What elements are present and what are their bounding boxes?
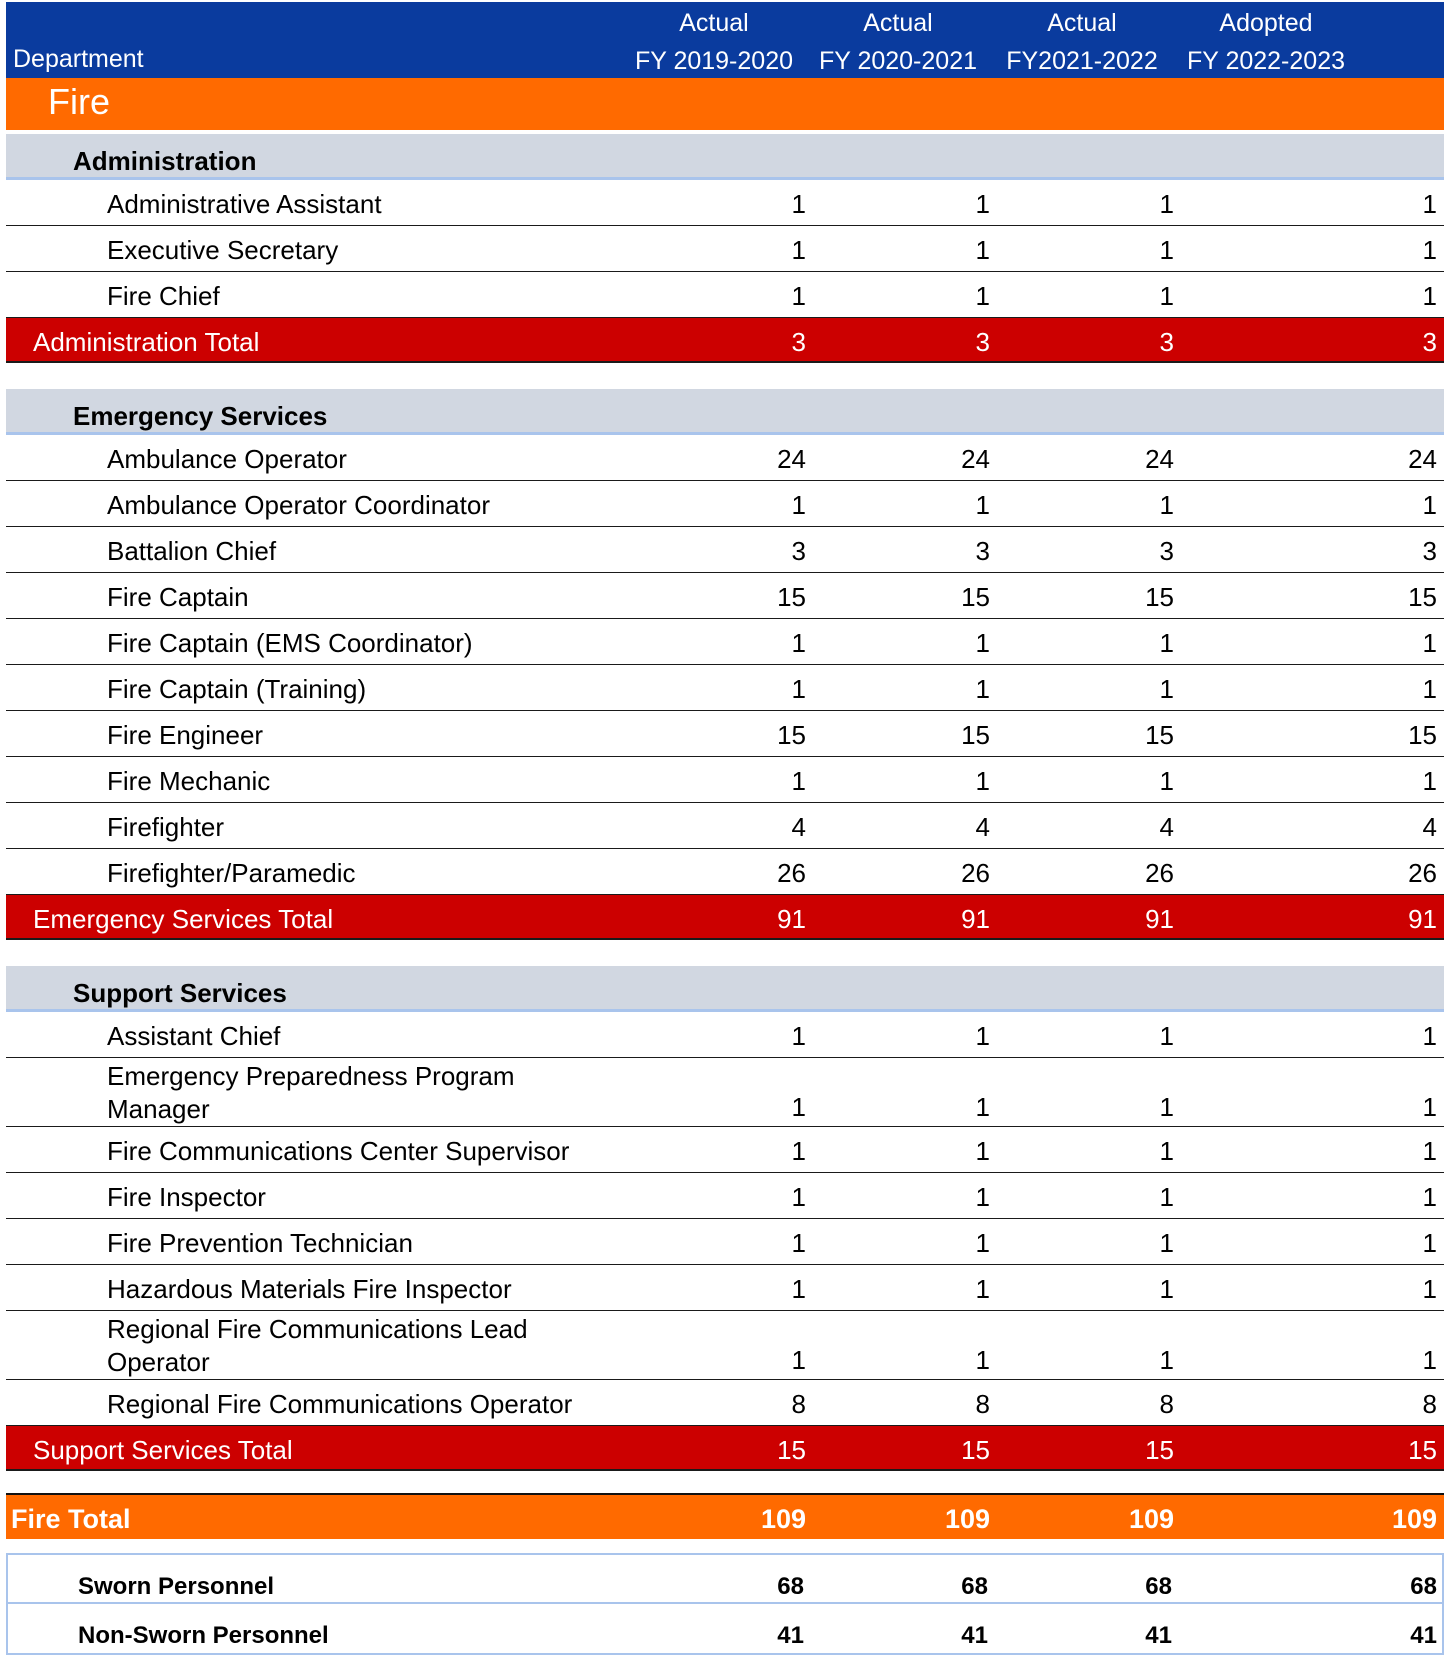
position-count: 1 [1159, 490, 1174, 520]
position-count: 1 [791, 766, 806, 796]
section-total-value: 91 [961, 904, 990, 934]
personnel-value: 68 [961, 1573, 988, 1600]
position-count: 24 [777, 444, 806, 474]
section-total-value: 91 [777, 904, 806, 934]
fire-total-value: 109 [944, 1504, 990, 1534]
position-count: 3 [1159, 536, 1174, 566]
position-count: 1 [791, 1274, 806, 1304]
section-total-value: 91 [1408, 904, 1437, 934]
position-count: 1 [1159, 1182, 1174, 1212]
position-count: 1 [1159, 281, 1174, 311]
non-sworn-personnel-row [8, 1604, 1442, 1653]
table-row [6, 1219, 1444, 1265]
position-title: Hazardous Materials Fire Inspector [107, 1274, 512, 1304]
table-row [6, 180, 1444, 226]
sections-container [6, 130, 1444, 1471]
personnel-value: 41 [961, 1622, 988, 1649]
table-row [6, 272, 1444, 318]
position-count: 15 [961, 582, 990, 612]
table-row [6, 1058, 1444, 1127]
position-count: 24 [1408, 444, 1437, 474]
fire-total-value: 109 [1391, 1504, 1437, 1534]
position-count: 4 [1159, 812, 1174, 842]
position-count: 1 [975, 1136, 990, 1166]
position-count: 8 [791, 1389, 806, 1419]
position-count: 1 [791, 189, 806, 219]
table-row [6, 803, 1444, 849]
section-total-label: Emergency Services Total [33, 904, 334, 934]
position-title: Fire Prevention Technician [107, 1228, 413, 1258]
department-name: Fire [48, 81, 110, 122]
personnel-value: 41 [777, 1622, 804, 1649]
position-count: 26 [1408, 858, 1437, 888]
position-title: Fire Captain (Training) [107, 674, 367, 704]
position-count: 1 [791, 1092, 806, 1122]
section-header [6, 962, 1444, 1012]
position-title: Fire Chief [107, 281, 220, 311]
position-count: 1 [1159, 1092, 1174, 1122]
position-title: Fire Mechanic [107, 766, 271, 796]
personnel-label: Sworn Personnel [78, 1573, 275, 1600]
position-count: 1 [1422, 1092, 1437, 1122]
personnel-value: 41 [1145, 1622, 1172, 1649]
section-total-label: Administration Total [33, 327, 260, 357]
position-count: 1 [1159, 1345, 1174, 1375]
table-row [6, 1127, 1444, 1173]
table-row [6, 527, 1444, 573]
position-title: Firefighter [107, 812, 225, 842]
position-count: 1 [1159, 674, 1174, 704]
position-count: 1 [975, 235, 990, 265]
personnel-value: 68 [1410, 1573, 1437, 1600]
position-count: 1 [791, 1345, 806, 1375]
table-row [6, 1311, 1444, 1380]
position-title: Firefighter/Paramedic [107, 858, 356, 888]
position-count: 1 [1422, 1228, 1437, 1258]
personnel-value: 68 [1145, 1573, 1172, 1600]
position-count: 8 [975, 1389, 990, 1419]
position-count: 1 [1422, 766, 1437, 796]
sworn-personnel-row [8, 1555, 1442, 1604]
position-count: 15 [777, 582, 806, 612]
position-count: 1 [1422, 490, 1437, 520]
position-title: Executive Secretary [107, 235, 339, 265]
fire-total-label: Fire Total [11, 1504, 131, 1534]
column-header-fy2021-2022: Actual FY2021-2022 [1006, 9, 1158, 75]
position-count: 1 [1159, 189, 1174, 219]
position-count: 1 [1422, 1182, 1437, 1212]
position-count: 26 [961, 858, 990, 888]
section-header [6, 385, 1444, 435]
table-header [6, 2, 1444, 78]
position-count: 3 [1422, 536, 1437, 566]
table-row [6, 1265, 1444, 1311]
position-count: 1 [1422, 281, 1437, 311]
table-row [6, 757, 1444, 803]
position-count: 1 [1159, 1274, 1174, 1304]
position-title: Ambulance Operator [107, 444, 347, 474]
position-title: Ambulance Operator Coordinator [107, 490, 490, 520]
position-title: Battalion Chief [107, 536, 277, 566]
position-count: 1 [1159, 628, 1174, 658]
position-count: 1 [1422, 1136, 1437, 1166]
position-count: 1 [791, 1136, 806, 1166]
section-total-label: Support Services Total [33, 1435, 293, 1465]
section-name: Support Services [73, 978, 287, 1008]
position-title: Administrative Assistant [107, 189, 382, 219]
table-row [6, 711, 1444, 757]
table-row [6, 1173, 1444, 1219]
section-total-value: 15 [1145, 1435, 1174, 1465]
position-count: 15 [1408, 582, 1437, 612]
position-title: Regional Fire Communications Lead Operator [107, 1314, 528, 1377]
position-count: 15 [961, 720, 990, 750]
section-total-value: 15 [777, 1435, 806, 1465]
table-row [6, 1380, 1444, 1426]
position-count: 1 [975, 1345, 990, 1375]
position-allocation-table [6, 2, 1444, 1655]
position-count: 3 [791, 536, 806, 566]
position-count: 1 [975, 1092, 990, 1122]
position-count: 3 [975, 536, 990, 566]
personnel-label: Non-Sworn Personnel [78, 1622, 329, 1649]
department-column-header: Department [13, 45, 144, 73]
position-count: 26 [777, 858, 806, 888]
position-count: 15 [1145, 582, 1174, 612]
position-count: 1 [975, 1274, 990, 1304]
position-count: 1 [1159, 235, 1174, 265]
position-count: 8 [1422, 1389, 1437, 1419]
position-count: 1 [1159, 766, 1174, 796]
position-count: 1 [975, 189, 990, 219]
column-header-fy2022-2023: Adopted FY 2022-2023 [1187, 9, 1345, 75]
position-title: Fire Inspector [107, 1182, 266, 1212]
fire-total-row [6, 1493, 1444, 1539]
table-row [6, 435, 1444, 481]
position-count: 1 [975, 1228, 990, 1258]
section-total-row [6, 895, 1444, 940]
position-title: Regional Fire Communications Operator [107, 1389, 573, 1419]
section-total-value: 15 [1408, 1435, 1437, 1465]
section-total-value: 3 [975, 327, 990, 357]
position-title: Fire Engineer [107, 720, 264, 750]
position-count: 1 [1422, 1021, 1437, 1051]
column-header-fy2019-2020: Actual FY 2019-2020 [635, 9, 793, 75]
table-row [6, 481, 1444, 527]
position-title: Fire Captain [107, 582, 249, 612]
position-count: 1 [975, 1182, 990, 1212]
section-total-value: 3 [791, 327, 806, 357]
personnel-value: 68 [777, 1573, 804, 1600]
fire-total-value: 109 [760, 1504, 806, 1534]
position-title: Fire Communications Center Supervisor [107, 1136, 570, 1166]
section-total-row [6, 318, 1444, 363]
position-count: 15 [1408, 720, 1437, 750]
position-count: 1 [791, 1021, 806, 1051]
position-count: 1 [1422, 674, 1437, 704]
column-header-fy2020-2021: Actual FY 2020-2021 [819, 9, 977, 75]
position-count: 4 [791, 812, 806, 842]
position-count: 1 [791, 1182, 806, 1212]
section-total-value: 91 [1145, 904, 1174, 934]
position-count: 1 [1422, 628, 1437, 658]
position-count: 24 [961, 444, 990, 474]
position-count: 1 [791, 628, 806, 658]
position-count: 24 [1145, 444, 1174, 474]
position-count: 4 [975, 812, 990, 842]
position-count: 1 [1159, 1021, 1174, 1051]
personnel-summary [6, 1553, 1444, 1655]
position-count: 1 [1159, 1136, 1174, 1166]
position-count: 15 [1145, 720, 1174, 750]
position-title: Fire Captain (EMS Coordinator) [107, 628, 473, 658]
table-row [6, 619, 1444, 665]
section-total-row [6, 1426, 1444, 1471]
section-total-value: 3 [1422, 327, 1437, 357]
position-count: 1 [1422, 235, 1437, 265]
table-row [6, 573, 1444, 619]
section-total-value: 3 [1159, 327, 1174, 357]
position-title: Emergency Preparedness Program Manager [107, 1061, 515, 1124]
fire-total-value: 109 [1128, 1504, 1174, 1534]
position-count: 1 [975, 628, 990, 658]
table-row [6, 226, 1444, 272]
section-total-value: 15 [961, 1435, 990, 1465]
position-count: 1 [975, 766, 990, 796]
table-row [6, 1012, 1444, 1058]
position-count: 1 [975, 674, 990, 704]
personnel-value: 41 [1410, 1622, 1437, 1649]
position-count: 15 [777, 720, 806, 750]
department-banner [6, 78, 1444, 130]
position-count: 1 [791, 281, 806, 311]
position-count: 1 [791, 1228, 806, 1258]
position-count: 1 [791, 674, 806, 704]
position-count: 1 [1159, 1228, 1174, 1258]
position-count: 1 [1422, 1345, 1437, 1375]
position-count: 1 [791, 235, 806, 265]
position-count: 1 [975, 490, 990, 520]
section-name: Administration [73, 146, 257, 176]
position-count: 4 [1422, 812, 1437, 842]
position-count: 26 [1145, 858, 1174, 888]
position-count: 1 [975, 1021, 990, 1051]
position-count: 1 [1422, 189, 1437, 219]
table-row [6, 849, 1444, 895]
position-count: 1 [975, 281, 990, 311]
position-count: 8 [1159, 1389, 1174, 1419]
section-name: Emergency Services [73, 401, 328, 431]
table-row [6, 665, 1444, 711]
position-count: 1 [791, 490, 806, 520]
position-count: 1 [1422, 1274, 1437, 1304]
section-header [6, 130, 1444, 180]
position-title: Assistant Chief [107, 1021, 281, 1051]
